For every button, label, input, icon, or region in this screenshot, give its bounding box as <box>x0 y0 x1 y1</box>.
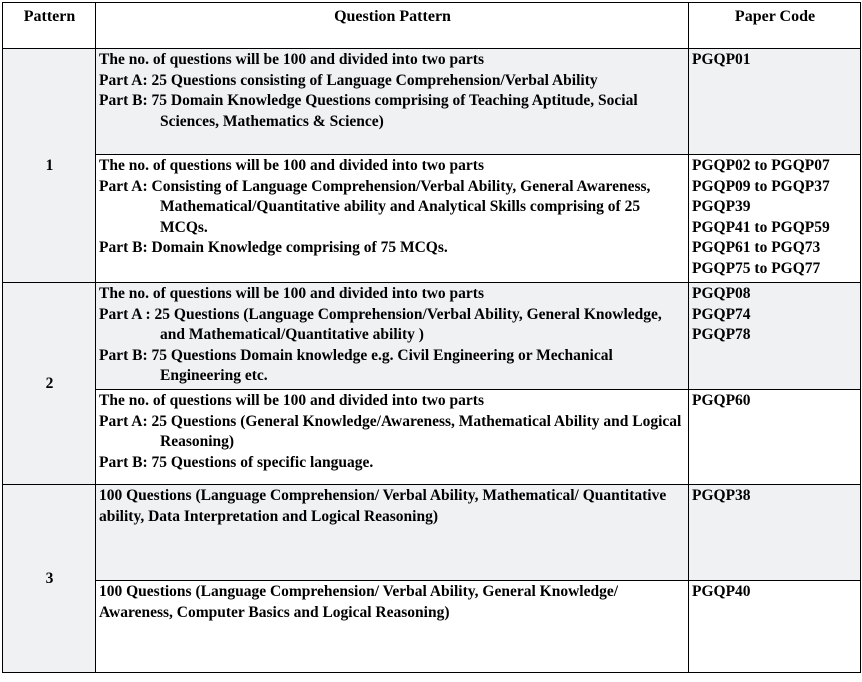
paper-code: PGQP61 to PGQ73 <box>692 239 821 256</box>
paper-code-cell <box>689 485 861 581</box>
question-line: 100 Questions (Language Comprehension/ Verbal Ability, General Knowledge/ Awareness, Computer Basics and Logical Reasoning) <box>99 583 619 621</box>
question-line: The no. of questions will be 100 and divided into two parts <box>99 51 484 68</box>
paper-code: PGQP01 <box>692 51 751 68</box>
header-question-pattern: Question Pattern <box>96 3 689 49</box>
question-line: Part B: 75 Questions Domain knowledge e.g. Civil Engineering or Mechanical Engineering etc. <box>99 346 613 384</box>
paper-code-cell <box>689 49 861 155</box>
question-line: The no. of questions will be 100 and divided into two parts <box>99 157 484 174</box>
question-line: Part B: 75 Questions of specific language. <box>99 453 374 471</box>
table-row <box>3 485 861 581</box>
paper-code: PGQP78 <box>692 326 751 343</box>
pattern-number-2: 2 <box>3 283 96 485</box>
paper-code: PGQP41 to PGQP59 <box>692 218 830 236</box>
question-line: Part B: 75 Domain Knowledge Questions comprising of Teaching Aptitude, Social Sciences, Mathematics & Science) <box>99 92 638 130</box>
question-pattern-table <box>2 2 861 673</box>
question-pattern-cell <box>96 485 689 581</box>
table-row <box>3 49 861 155</box>
header-row <box>3 3 861 49</box>
table-row <box>3 155 861 283</box>
paper-code: PGQP39 <box>692 198 751 215</box>
paper-code: PGQP40 <box>692 583 751 600</box>
table-row <box>3 390 861 485</box>
table-row <box>3 283 861 390</box>
paper-code: PGQP60 <box>692 392 751 409</box>
question-line: The no. of questions will be 100 and divided into two parts <box>99 285 484 302</box>
question-line: Part A : 25 Questions (Language Comprehension/Verbal Ability, General Knowledge, and Mathematical/Quantitative ability ) <box>99 305 662 343</box>
question-line: Part A: 25 Questions (General Knowledge/Awareness, Mathematical Ability and Logical Reasoning) <box>99 412 682 450</box>
paper-code-cell <box>689 283 861 390</box>
header-paper-code: Paper Code <box>689 3 861 49</box>
table-row <box>3 581 861 673</box>
question-pattern-cell <box>96 390 689 485</box>
question-line: 100 Questions (Language Comprehension/ Verbal Ability, Mathematical/ Quantitative ability, Data Interpretation and Logical Reasoning) <box>99 487 667 525</box>
question-line: Part A: Consisting of Language Comprehension/Verbal Ability, General Awareness, Mathematical/Quantitative ability and Analytical Skills comprising of 25 MCQs. <box>99 177 651 236</box>
question-line: The no. of questions will be 100 and divided into two parts <box>99 392 484 409</box>
paper-code: PGQP09 to PGQP37 <box>692 177 830 195</box>
question-line: Part B: Domain Knowledge comprising of 75 MCQs. <box>99 239 448 256</box>
question-pattern-cell <box>96 155 689 283</box>
header-pattern: Pattern <box>3 3 96 49</box>
question-line: Part A: 25 Questions consisting of Language Comprehension/Verbal Ability <box>99 71 598 89</box>
pattern-number-3: 3 <box>3 485 96 673</box>
paper-code: PGQP74 <box>692 305 751 323</box>
pattern-number-1: 1 <box>3 49 96 283</box>
question-pattern-cell <box>96 581 689 673</box>
paper-code-cell <box>689 155 861 283</box>
question-pattern-cell <box>96 283 689 390</box>
paper-code: PGQP38 <box>692 487 751 504</box>
paper-code: PGQP08 <box>692 285 751 302</box>
paper-code-cell <box>689 390 861 485</box>
paper-code: PGQP02 to PGQP07 <box>692 157 830 174</box>
question-pattern-cell <box>96 49 689 155</box>
paper-code: PGQP75 to PGQ77 <box>692 259 821 277</box>
paper-code-cell <box>689 581 861 673</box>
